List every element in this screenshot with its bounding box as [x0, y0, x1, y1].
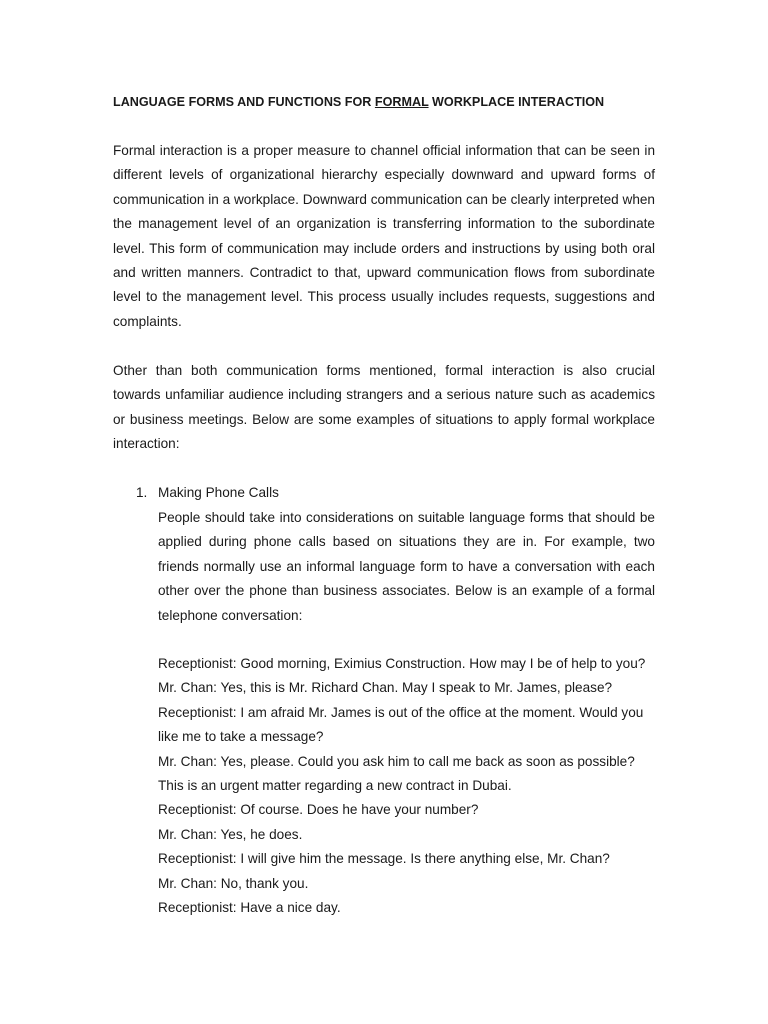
list-item-number: 1.	[136, 485, 148, 500]
title-prefix: LANGUAGE FORMS AND FUNCTIONS FOR	[113, 95, 375, 109]
dialogue-line: Mr. Chan: Yes, this is Mr. Richard Chan. May I speak to Mr. James, please?	[158, 680, 613, 696]
dialogue-line: Receptionist: Have a nice day.	[158, 900, 341, 916]
dialogue-line: Receptionist: I am afraid Mr. James is out of the office at the moment. Would you like me to take a message?	[158, 704, 644, 745]
intro-paragraph: Formal interaction is a proper measure to channel official information that can be seen in different levels of organizational hierarchy especially downward and upward forms of communication in a workplace. Downward communication can be clearly interpreted when the management level of an organization is transferring information to the subordinate level. This form of communication may include orders and instructions by using both oral and written manners. Contradict to that, upward communication flows from subordinate level to the management level. This process usually includes requests, suggestions and complaints.	[113, 143, 655, 329]
dialogue-line: Mr. Chan: No, thank you.	[158, 875, 309, 891]
document-title	[113, 92, 673, 112]
dialogue-line: Receptionist: Of course. Does he have your number?	[158, 802, 479, 818]
dialogue-line: Receptionist: I will give him the message. Is there anything else, Mr. Chan?	[158, 851, 610, 867]
title-suffix: WORKPLACE INTERACTION	[428, 95, 605, 109]
list-item-paragraph: People should take into considerations on suitable language forms that should be applied during phone calls based on situations they are in. For example, two friends normally use an informal language form to have a conversation with each other over the phone than business associates. Below is an example of a formal telephone conversation:	[158, 510, 655, 623]
title-underlined-word: FORMAL	[374, 95, 429, 109]
dialogue-line: Mr. Chan: Yes, please. Could you ask him to call me back as soon as possible? This is an urgent matter regarding a new contract in Dubai.	[158, 753, 635, 794]
second-paragraph: Other than both communication forms mentioned, formal interaction is also crucial towards unfamiliar audience including strangers and a serious nature such as academics or business meetings. Below are some examples of situations to apply formal workplace interaction:	[113, 363, 655, 452]
telephone-dialogue	[158, 652, 658, 920]
list-item-heading: Making Phone Calls	[158, 485, 279, 500]
dialogue-line: Receptionist: Good morning, Eximius Construction. How may I be of help to you?	[158, 656, 646, 671]
dialogue-line: Mr. Chan: Yes, he does.	[158, 826, 303, 842]
